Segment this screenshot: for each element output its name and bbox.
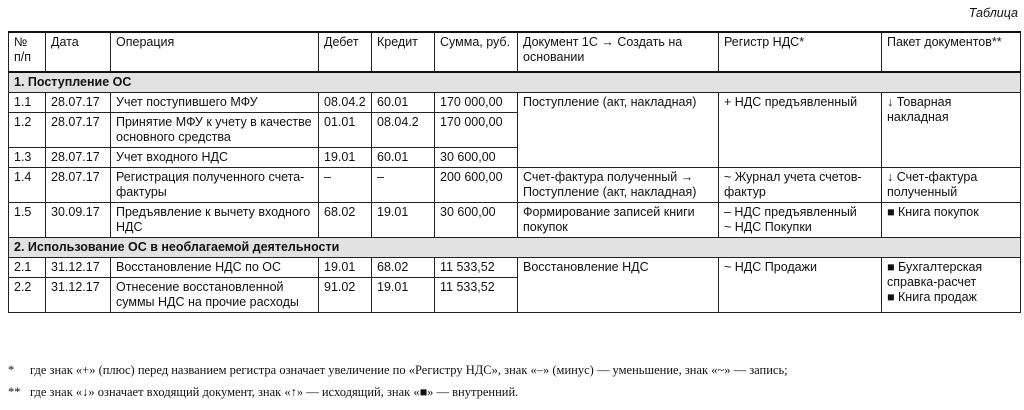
package-line: ■ Бухгалтерская справка-расчет: [887, 260, 983, 289]
cell-credit: 60.01: [372, 93, 435, 113]
cell-date: 28.07.17: [46, 93, 111, 113]
cell-credit: –: [372, 168, 435, 203]
cell-num: 1.3: [9, 148, 46, 168]
table-row: [9, 203, 1021, 238]
cell-num: 1.2: [9, 113, 46, 148]
cell-num: 1.1: [9, 93, 46, 113]
footnote: [8, 363, 788, 378]
cell-num: 2.2: [9, 278, 46, 313]
cell-num: 1.4: [9, 168, 46, 203]
section-title: 2. Использование ОС в необлагаемой деятельности: [9, 238, 1021, 258]
cell-register: ~ НДС Продажи: [719, 258, 882, 313]
cell-sum: 200 600,00: [435, 168, 518, 203]
cell-document: Формирование записей книги покупок: [518, 203, 719, 238]
cell-debit: 19.01: [319, 148, 372, 168]
table-header-row: [9, 32, 1021, 72]
table-row: [9, 258, 1021, 278]
cell-date: 31.12.17: [46, 278, 111, 313]
section-row: [9, 238, 1021, 258]
cell-debit: –: [319, 168, 372, 203]
cell-debit: 19.01: [319, 258, 372, 278]
footnote-mark: **: [8, 385, 21, 399]
cell-date: 28.07.17: [46, 148, 111, 168]
table-row: [9, 168, 1021, 203]
cell-sum: 11 533,52: [435, 258, 518, 278]
header-register: Регистр НДС*: [719, 32, 882, 72]
footnote: [8, 385, 518, 400]
section-row: [9, 72, 1021, 93]
operations-table: [8, 31, 1021, 313]
cell-operation: Принятие МФУ к учету в качестве основного средства: [111, 113, 319, 148]
cell-document: Счет-фактура полученный → Поступление (акт, накладная): [518, 168, 719, 203]
footnote-mark: *: [8, 363, 15, 377]
cell-sum: 30 600,00: [435, 203, 518, 238]
cell-sum: 11 533,52: [435, 278, 518, 313]
register-line: ~ НДС Покупки: [724, 220, 812, 234]
header-date: Дата: [46, 32, 111, 72]
cell-credit: 68.02: [372, 258, 435, 278]
header-operation: Операция: [111, 32, 319, 72]
cell-register: [719, 203, 882, 238]
cell-debit: 91.02: [319, 278, 372, 313]
footnote-text: где знак «+» (плюс) перед названием регистра означает увеличение по «Регистру НДС», знак «–» (минус) — уменьшение, знак «~» — запись;: [30, 363, 788, 377]
cell-credit: 19.01: [372, 203, 435, 238]
cell-document: Восстановление НДС: [518, 258, 719, 313]
cell-date: 28.07.17: [46, 168, 111, 203]
cell-date: 30.09.17: [46, 203, 111, 238]
header-num: № п/п: [9, 32, 46, 72]
cell-operation: Предъявление к вычету входного НДС: [111, 203, 319, 238]
cell-operation: Учет входного НДС: [111, 148, 319, 168]
cell-package: ↓ Товарная накладная: [882, 93, 1021, 168]
cell-num: 2.1: [9, 258, 46, 278]
table-caption: Таблица: [968, 6, 1018, 20]
cell-sum: 170 000,00: [435, 113, 518, 148]
cell-sum: 170 000,00: [435, 93, 518, 113]
cell-operation: Восстановление НДС по ОС: [111, 258, 319, 278]
cell-package: ■ Книга покупок: [882, 203, 1021, 238]
table-row: [9, 93, 1021, 113]
cell-operation: Отнесение восстановленной суммы НДС на прочие расходы: [111, 278, 319, 313]
footnote-text: где знак «↓» означает входящий документ, знак «↑» — исходящий, знак «■» — внутренний.: [30, 385, 519, 399]
section-title: 1. Поступление ОС: [9, 72, 1021, 93]
header-package: Пакет документов**: [882, 32, 1021, 72]
cell-sum: 30 600,00: [435, 148, 518, 168]
cell-register: ~ Журнал учета счетов-фактур: [719, 168, 882, 203]
cell-debit: 08.04.2: [319, 93, 372, 113]
header-credit: Кредит: [372, 32, 435, 72]
cell-package: ↓ Счет-фактура полученный: [882, 168, 1021, 203]
cell-debit: 01.01: [319, 113, 372, 148]
cell-num: 1.5: [9, 203, 46, 238]
cell-package: [882, 258, 1021, 313]
cell-credit: 08.04.2: [372, 113, 435, 148]
header-document: Документ 1С → Создать на основании: [518, 32, 719, 72]
cell-register: + НДС предъявленный: [719, 93, 882, 168]
cell-document: Поступление (акт, накладная): [518, 93, 719, 168]
cell-credit: 60.01: [372, 148, 435, 168]
cell-debit: 68.02: [319, 203, 372, 238]
cell-date: 28.07.17: [46, 113, 111, 148]
header-debit: Дебет: [319, 32, 372, 72]
cell-operation: Регистрация полученного счета-фактуры: [111, 168, 319, 203]
package-line: ■ Книга продаж: [887, 290, 977, 304]
cell-credit: 19.01: [372, 278, 435, 313]
cell-operation: Учет поступившего МФУ: [111, 93, 319, 113]
header-sum: Сумма, руб.: [435, 32, 518, 72]
register-line: – НДС предъявленный: [724, 205, 857, 219]
cell-date: 31.12.17: [46, 258, 111, 278]
